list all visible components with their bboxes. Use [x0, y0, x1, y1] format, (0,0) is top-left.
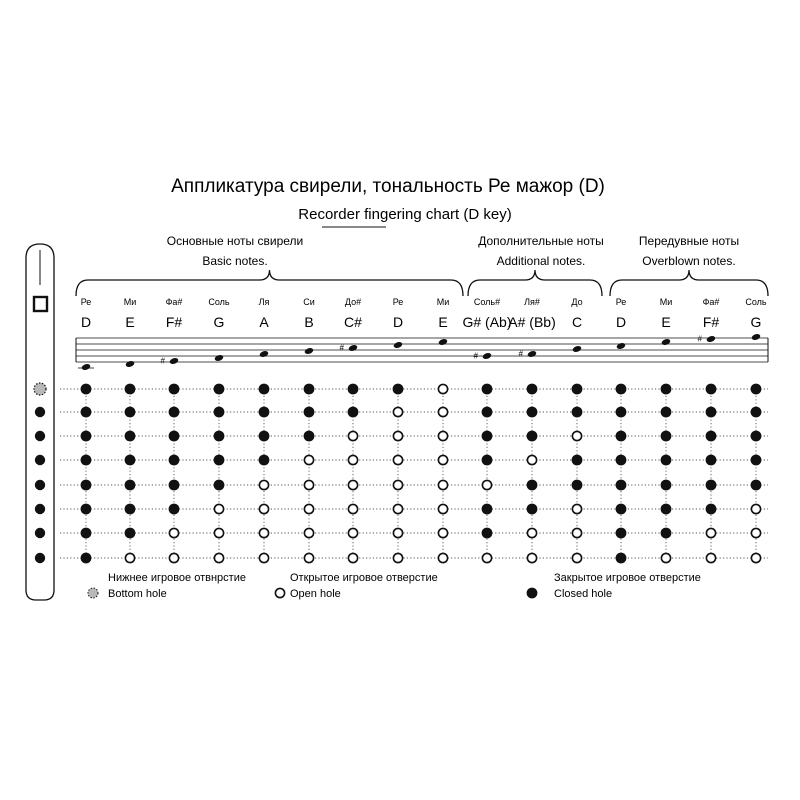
closed-hole [259, 407, 270, 418]
whistle-hole [35, 553, 45, 563]
note-label-en: A [259, 314, 269, 330]
closed-hole [706, 480, 717, 491]
closed-hole [125, 455, 136, 466]
note-label-en: D [392, 314, 404, 330]
open-hole [348, 455, 357, 464]
closed-hole [169, 480, 180, 491]
open-hole [259, 528, 268, 537]
sharp-sign: # [339, 343, 344, 353]
open-hole [751, 553, 760, 562]
closed-hole [125, 480, 136, 491]
note-label-en: G [750, 314, 762, 330]
open-hole [706, 553, 715, 562]
note-head [125, 360, 135, 368]
closed-hole [572, 480, 583, 491]
open-hole [527, 455, 536, 464]
closed-hole [259, 384, 270, 395]
closed-hole [616, 553, 627, 564]
whistle-window [34, 297, 47, 311]
note-head [81, 363, 91, 371]
note-labels [81, 297, 767, 330]
open-hole [482, 553, 491, 562]
open-hole [348, 431, 357, 440]
open-hole [572, 553, 581, 562]
note-head [259, 350, 269, 358]
open-hole [393, 455, 402, 464]
group-title-ru: Дополнительные ноты [478, 234, 604, 248]
note-label-en: D [80, 314, 92, 330]
whistle-hole [35, 528, 45, 538]
whistle-hole [35, 480, 45, 490]
closed-hole [482, 504, 493, 515]
group-brace [610, 270, 768, 296]
open-hole [393, 407, 402, 416]
legend-closed-hole-icon [527, 588, 538, 599]
note-label-en: F# [165, 314, 183, 330]
whistle-hole [35, 504, 45, 514]
open-hole [393, 553, 402, 562]
closed-hole [527, 384, 538, 395]
note-head [393, 341, 403, 349]
note-label-ru: Ре [80, 297, 92, 307]
closed-hole [751, 407, 762, 418]
note-label-ru: Ре [615, 297, 627, 307]
closed-hole [125, 407, 136, 418]
closed-hole [616, 480, 627, 491]
open-hole [438, 504, 447, 513]
closed-hole [527, 407, 538, 418]
note-label-en: G# (Ab) [462, 314, 512, 330]
note-head [661, 338, 671, 346]
closed-hole [706, 407, 717, 418]
note-label-en: A# (Bb) [508, 314, 556, 330]
open-hole [572, 528, 581, 537]
closed-hole [259, 455, 270, 466]
closed-hole [706, 504, 717, 515]
open-hole [661, 553, 670, 562]
open-hole [348, 528, 357, 537]
sharp-sign: # [473, 351, 478, 361]
whistle-hole [35, 455, 45, 465]
group-brace [76, 270, 463, 296]
open-hole [482, 480, 491, 489]
closed-hole [81, 455, 92, 466]
open-hole [393, 480, 402, 489]
open-hole [438, 553, 447, 562]
closed-hole [616, 431, 627, 442]
note-label-ru: Си [303, 297, 315, 307]
open-hole [348, 480, 357, 489]
legend-open-hole-icon [275, 588, 284, 597]
closed-hole [706, 455, 717, 466]
closed-hole [348, 407, 359, 418]
closed-hole [616, 504, 627, 515]
note-label-ru: Фа# [165, 297, 183, 307]
open-hole [527, 528, 536, 537]
note-head [214, 354, 224, 362]
closed-hole [572, 455, 583, 466]
note-head [482, 352, 492, 360]
legend-label-ru: Нижнее игровое отвнрстие [108, 572, 246, 584]
note-head [304, 347, 314, 355]
open-hole [438, 528, 447, 537]
closed-hole [214, 384, 225, 395]
closed-hole [527, 504, 538, 515]
group-title-en: Additional notes. [496, 254, 586, 268]
open-hole [304, 480, 313, 489]
note-head [527, 350, 537, 358]
note-label-ru: Ми [436, 297, 450, 307]
closed-hole [527, 431, 538, 442]
note-label-en: E [661, 314, 671, 330]
closed-hole [81, 407, 92, 418]
note-head [572, 345, 582, 353]
closed-hole [751, 455, 762, 466]
note-label-ru: До [571, 297, 583, 307]
closed-hole [661, 504, 672, 515]
closed-hole [214, 455, 225, 466]
closed-hole [661, 480, 672, 491]
group-brace [468, 270, 602, 296]
closed-hole [125, 384, 136, 395]
closed-hole [169, 431, 180, 442]
closed-hole [169, 504, 180, 515]
closed-hole [304, 431, 315, 442]
closed-hole [751, 480, 762, 491]
closed-hole [616, 455, 627, 466]
note-label-ru: Ля# [524, 297, 540, 307]
open-hole [572, 504, 581, 513]
closed-hole [751, 431, 762, 442]
closed-hole [81, 553, 92, 564]
closed-hole [572, 407, 583, 418]
note-label-en: D [615, 314, 627, 330]
closed-hole [169, 407, 180, 418]
open-hole [438, 384, 447, 393]
closed-hole [214, 431, 225, 442]
open-hole [393, 431, 402, 440]
open-hole [751, 528, 760, 537]
note-label-en: F# [702, 314, 720, 330]
note-label-en: B [304, 314, 314, 330]
open-hole [169, 528, 178, 537]
chart-subtitle: Recorder fingering chart (D key) [298, 206, 512, 223]
closed-hole [661, 528, 672, 539]
legend-bottom-hole-icon [88, 588, 98, 598]
legend-label-en: Closed hole [554, 588, 613, 600]
open-hole [169, 553, 178, 562]
closed-hole [304, 407, 315, 418]
sharp-sign: # [160, 356, 165, 366]
note-label-en: E [438, 314, 448, 330]
closed-hole [751, 384, 762, 395]
group-title-en: Basic notes. [202, 254, 268, 268]
group-title-ru: Передувные ноты [638, 234, 740, 248]
note-head [348, 344, 358, 352]
closed-hole [393, 384, 404, 395]
group-title-ru: Основные ноты свирели [166, 234, 304, 248]
closed-hole [616, 384, 627, 395]
closed-hole [482, 407, 493, 418]
closed-hole [169, 384, 180, 395]
sharp-sign: # [697, 334, 702, 344]
open-hole [125, 553, 134, 562]
closed-hole [482, 384, 493, 395]
note-label-ru: Ля [258, 297, 270, 307]
legend-label-ru: Открытое игровое отверстие [290, 572, 438, 584]
closed-hole [706, 431, 717, 442]
open-hole [572, 431, 581, 440]
closed-hole [661, 407, 672, 418]
note-head [706, 335, 716, 343]
open-hole [348, 504, 357, 513]
note-head [616, 342, 626, 350]
fingering-grid [60, 384, 768, 564]
legend-label-en: Bottom hole [108, 588, 167, 600]
closed-hole [81, 384, 92, 395]
closed-hole [125, 504, 136, 515]
legend [88, 572, 701, 600]
note-label-en: E [125, 314, 135, 330]
open-hole [304, 553, 313, 562]
music-staff [76, 333, 768, 371]
closed-hole [81, 480, 92, 491]
closed-hole [348, 384, 359, 395]
open-hole [348, 553, 357, 562]
note-label-ru: Ми [659, 297, 673, 307]
note-label-ru: Соль# [473, 297, 501, 307]
closed-hole [482, 528, 493, 539]
note-label-ru: Соль [745, 297, 767, 307]
closed-hole [125, 431, 136, 442]
open-hole [438, 431, 447, 440]
closed-hole [125, 528, 136, 539]
closed-hole [527, 480, 538, 491]
group-headers [76, 234, 768, 296]
closed-hole [214, 407, 225, 418]
open-hole [438, 455, 447, 464]
whistle-hole [35, 431, 45, 441]
open-hole [259, 480, 268, 489]
closed-hole [482, 431, 493, 442]
open-hole [214, 553, 223, 562]
closed-hole [81, 431, 92, 442]
chart-title: Аппликатура свирели, тональность Ре мажор (D) [171, 176, 605, 197]
whistle-hole [35, 407, 45, 417]
closed-hole [616, 407, 627, 418]
closed-hole [572, 384, 583, 395]
closed-hole [661, 384, 672, 395]
closed-hole [304, 384, 315, 395]
open-hole [304, 455, 313, 464]
note-head [438, 338, 448, 346]
open-hole [751, 504, 760, 513]
open-hole [214, 528, 223, 537]
open-hole [259, 553, 268, 562]
note-label-ru: Соль [208, 297, 230, 307]
closed-hole [706, 384, 717, 395]
note-label-ru: До# [344, 297, 362, 307]
open-hole [214, 504, 223, 513]
note-label-en: C# [344, 314, 362, 330]
closed-hole [81, 504, 92, 515]
note-head [169, 357, 179, 365]
closed-hole [259, 431, 270, 442]
legend-label-en: Open hole [290, 588, 341, 600]
note-label-en: G [213, 314, 225, 330]
closed-hole [482, 455, 493, 466]
sharp-sign: # [518, 349, 523, 359]
closed-hole [661, 431, 672, 442]
legend-label-ru: Закрытое игровое отверстие [554, 572, 701, 584]
open-hole [304, 504, 313, 513]
closed-hole [616, 528, 627, 539]
note-label-en: C [571, 314, 583, 330]
note-label-ru: Ре [392, 297, 404, 307]
open-hole [304, 528, 313, 537]
closed-hole [169, 455, 180, 466]
note-head [751, 333, 761, 341]
note-label-ru: Фа# [702, 297, 720, 307]
open-hole [393, 504, 402, 513]
group-title-en: Overblown notes. [642, 254, 736, 268]
open-hole [393, 528, 402, 537]
open-hole [527, 553, 536, 562]
open-hole [706, 528, 715, 537]
closed-hole [81, 528, 92, 539]
closed-hole [214, 480, 225, 491]
note-label-ru: Ми [123, 297, 137, 307]
open-hole [438, 407, 447, 416]
whistle-illustration [26, 244, 54, 600]
open-hole [259, 504, 268, 513]
whistle-bottom-hole [34, 383, 46, 395]
open-hole [438, 480, 447, 489]
closed-hole [661, 455, 672, 466]
